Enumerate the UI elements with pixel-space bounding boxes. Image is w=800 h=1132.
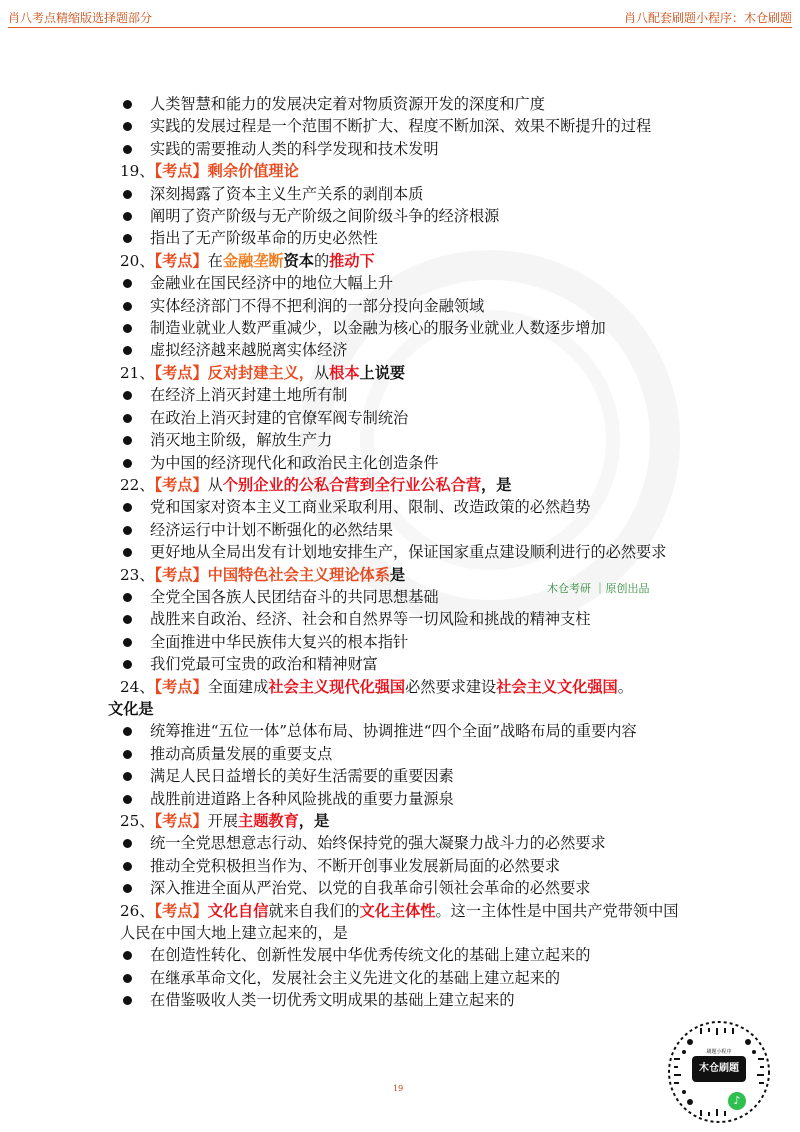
bullet-icon (123, 862, 132, 871)
question-heading-23: 23、【考点】中国特色社会主义理论体系是 (120, 565, 406, 584)
list-item: 实践的发展过程是一个范围不断扩大、程度不断加深、效果不断提升的过程 (120, 115, 680, 137)
source-stamp: 木仓考研 ｜原创出品 (547, 582, 650, 595)
list-item: 在创造性转化、创新性发展中华优秀传统文化的基础上建立起来的 (120, 944, 680, 966)
bullet-icon (123, 346, 132, 355)
bullet-icon (123, 190, 132, 199)
bullet-icon (123, 795, 132, 804)
list-item: 制造业就业人数严重减少，以金融为核心的服务业就业人数逐步增加 (120, 317, 680, 339)
bullet-icon (123, 391, 132, 400)
bullet-icon (123, 750, 132, 759)
list-item: 指出了无产阶级革命的历史必然性 (120, 227, 680, 249)
list-item: 深刻揭露了资本主义生产关系的剥削本质 (120, 183, 680, 205)
bullet-icon (123, 234, 132, 243)
list-item: 在政治上消灭封建的官僚军阀专制统治 (120, 407, 680, 429)
list-item: 党和国家对资本主义工商业采取利用、限制、改造政策的必然趋势 (120, 496, 680, 518)
bullet-icon (123, 884, 132, 893)
bullet-icon (123, 100, 132, 109)
bullet-icon (123, 951, 132, 960)
list-item: 在继承革命文化，发展社会主义先进文化的基础上建立起来的 (120, 967, 680, 989)
list-item: 消灭地主阶级，解放生产力 (120, 429, 680, 451)
header-right-title: 肖八配套刷题小程序：木仓刷题 (623, 11, 792, 25)
question-heading-26: 26、【考点】文化自信就来自我们的文化主体性。这一主体性是中国共产党带领中国人民在中国大地上建立起来的，是 (120, 901, 679, 943)
question-heading-22: 22、【考点】从个别企业的公私合营到全行业公私合营，是 (120, 475, 512, 494)
list-item: 人类智慧和能力的发展决定着对物质资源开发的深度和广度 (120, 93, 680, 115)
bullet-icon (123, 122, 132, 131)
bullet-icon (123, 615, 132, 624)
list-item: 推动高质量发展的重要支点 (120, 743, 680, 765)
question-heading-21: 21、【考点】反对封建主义，从根本上说要 (120, 363, 406, 382)
page-content (108, 93, 680, 1012)
bullet-icon (123, 727, 132, 736)
bullet-icon (123, 436, 132, 445)
qr-logo: 木仓刷题 (692, 1056, 746, 1082)
list-item: 统筹推进“五位一体”总体布局、协调推进“四个全面”战略布局的重要内容 (120, 720, 680, 742)
music-note-icon: ♪ (728, 1092, 746, 1110)
list-item: 经济运行中计划不断强化的必然结果 (120, 519, 680, 541)
list-item: 推动全党积极担当作为、不断开创事业发展新局面的必然要求 (120, 855, 680, 877)
bullet-icon (123, 324, 132, 333)
list-item: 全面推进中华民族伟大复兴的根本指针 (120, 631, 680, 653)
question-heading-25: 25、【考点】开展主题教育，是 (120, 812, 330, 830)
bullet-icon (123, 660, 132, 669)
question-heading-20: 20、【考点】在金融垄断资本的推动下 (120, 251, 375, 270)
list-item: 满足人民日益增长的美好生活需要的重要因素 (120, 765, 680, 787)
header-left-title: 肖八考点精缩版选择题部分 (8, 11, 153, 25)
list-item: 实践的需要推动人类的科学发现和技术发明 (120, 138, 680, 160)
bullet-icon (123, 279, 132, 288)
bullet-icon (123, 593, 132, 602)
list-item: 为中国的经济现代化和政治民主化创造条件 (120, 452, 680, 474)
question-heading-24-continued: 文化是 (108, 699, 154, 718)
list-item: 更好地从全局出发有计划地安排生产，保证国家重点建设顺利进行的必然要求 (120, 541, 680, 563)
list-item: 在借鉴吸收人类一切优秀文明成果的基础上建立起来的 (120, 989, 680, 1011)
bullet-icon (123, 974, 132, 983)
question-heading-19: 19、【考点】剩余价值理论 (120, 162, 299, 181)
mini-program-qr-code[interactable] (660, 1018, 778, 1126)
bullet-icon (123, 145, 132, 154)
list-item: 统一全党思想意志行动、始终保持党的强大凝聚力战斗力的必然要求 (120, 832, 680, 854)
header-divider (8, 27, 792, 28)
list-item: 金融业在国民经济中的地位大幅上升 (120, 272, 680, 294)
bullet-icon (123, 503, 132, 512)
list-item: 虚拟经济越来越脱离实体经济 (120, 339, 680, 361)
bullet-icon (123, 772, 132, 781)
question-heading-24: 24、【考点】全面建成社会主义现代化强国必然要求建设社会主义文化强国。 (120, 677, 633, 696)
list-item: 阐明了资产阶级与无产阶级之间阶级斗争的经济根源 (120, 205, 680, 227)
bullet-icon (123, 302, 132, 311)
bullet-icon (123, 459, 132, 468)
bullet-icon (123, 996, 132, 1005)
bullet-icon (123, 548, 132, 557)
bullet-icon (123, 839, 132, 848)
list-item: 深入推进全面从严治党、以党的自我革命引领社会革命的必然要求 (120, 877, 680, 899)
bullet-icon (123, 212, 132, 221)
bullet-icon (123, 414, 132, 423)
page-header (8, 6, 792, 28)
page-number: 19 (393, 1084, 404, 1093)
list-item: 战胜来自政治、经济、社会和自然界等一切风险和挑战的精神支柱 (120, 608, 680, 630)
bullet-icon (123, 526, 132, 535)
bullet-icon (123, 638, 132, 647)
list-item: 战胜前进道路上各种风险挑战的重要力量源泉 (120, 788, 680, 810)
list-item: 实体经济部门不得不把利润的一部分投向金融领域 (120, 295, 680, 317)
list-item: 在经济上消灭封建土地所有制 (120, 384, 680, 406)
list-item: 我们党最可宝贵的政治和精神财富 (120, 653, 680, 675)
qr-tag-label: 刷题小程序 (706, 1049, 732, 1055)
list-item: 全党全国各族人民团结奋斗的共同思想基础 (120, 586, 680, 608)
